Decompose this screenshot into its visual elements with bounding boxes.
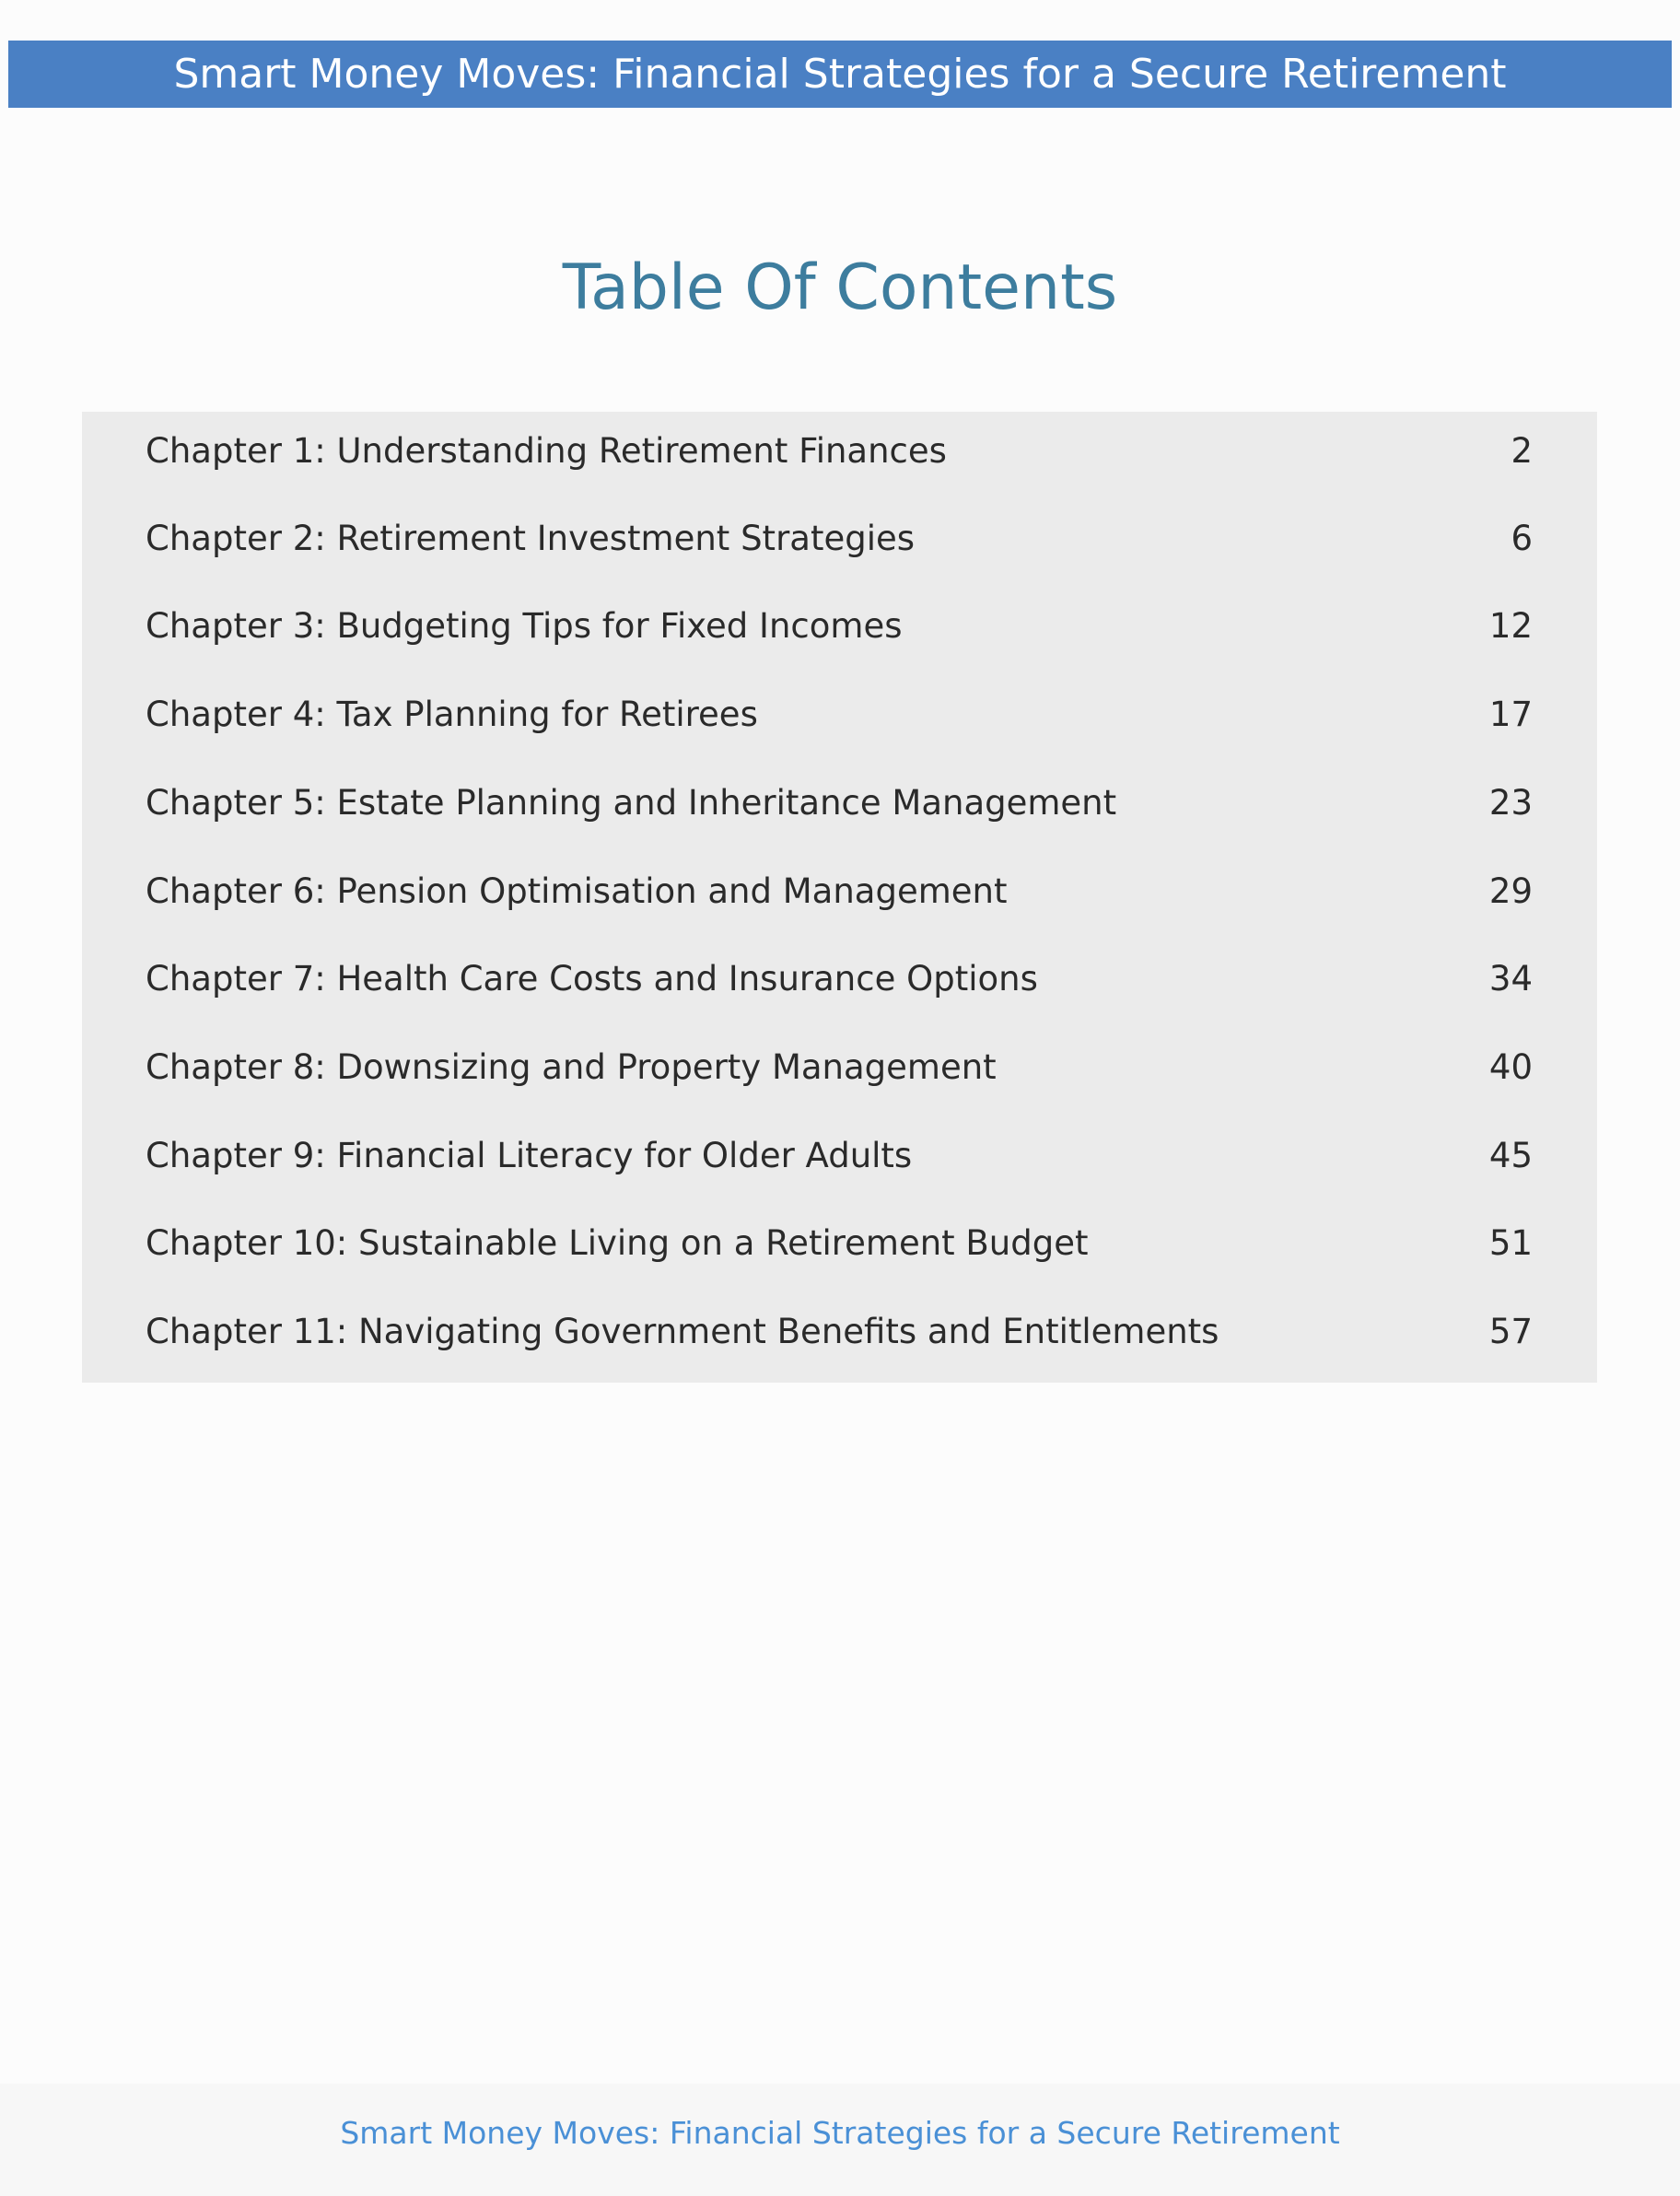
toc-entry-chapter-6[interactable] <box>146 863 1533 918</box>
toc-entry-chapter-11[interactable] <box>146 1303 1533 1359</box>
toc-entry-title: Chapter 2: Retirement Investment Strategies <box>146 518 916 558</box>
toc-entry-title: Chapter 6: Pension Optimisation and Management <box>146 870 1008 911</box>
toc-entry-page: 40 <box>1488 1046 1533 1087</box>
toc-list <box>82 412 1597 1383</box>
toc-entry-page: 29 <box>1488 870 1533 911</box>
toc-entry-page: 6 <box>1511 518 1533 558</box>
toc-entry-chapter-9[interactable] <box>146 1127 1533 1183</box>
toc-entry-page: 45 <box>1488 1135 1533 1175</box>
toc-entry-title: Chapter 8: Downsizing and Property Management <box>146 1046 997 1087</box>
toc-entry-title: Chapter 5: Estate Planning and Inheritance Management <box>146 782 1117 823</box>
toc-entry-page: 34 <box>1488 958 1533 999</box>
toc-entry-chapter-2[interactable] <box>146 510 1533 566</box>
toc-title: Table Of Contents <box>562 251 1118 324</box>
toc-entry-page: 2 <box>1511 430 1533 471</box>
toc-entry-chapter-4[interactable] <box>146 686 1533 742</box>
toc-entry-chapter-8[interactable] <box>146 1039 1533 1094</box>
toc-entry-page: 12 <box>1488 605 1533 646</box>
toc-entry-page: 23 <box>1488 782 1533 823</box>
toc-entry-title: Chapter 10: Sustainable Living on a Retirement Budget <box>146 1222 1089 1263</box>
toc-entry-chapter-10[interactable] <box>146 1215 1533 1270</box>
toc-entry-title: Chapter 4: Tax Planning for Retirees <box>146 694 758 734</box>
toc-entry-title: Chapter 3: Budgeting Tips for Fixed Incomes <box>146 605 903 646</box>
toc-entry-chapter-1[interactable] <box>146 423 1533 478</box>
toc-entry-page: 17 <box>1488 694 1533 734</box>
toc-entry-title: Chapter 9: Financial Literacy for Older Adults <box>146 1135 913 1175</box>
toc-entry-chapter-5[interactable] <box>146 775 1533 830</box>
page-header <box>8 41 1672 108</box>
footer-title: Smart Money Moves: Financial Strategies for a Secure Retirement <box>340 2115 1340 2151</box>
toc-entry-title: Chapter 1: Understanding Retirement Finances <box>146 430 947 471</box>
toc-entry-title: Chapter 7: Health Care Costs and Insurance Options <box>146 958 1038 999</box>
toc-entry-title: Chapter 11: Navigating Government Benefits and Entitlements <box>146 1311 1219 1351</box>
toc-entry-page: 57 <box>1488 1311 1533 1351</box>
toc-entry-chapter-3[interactable] <box>146 598 1533 653</box>
toc-entry-chapter-7[interactable] <box>146 951 1533 1006</box>
toc-entry-page: 51 <box>1488 1222 1533 1263</box>
header-title: Smart Money Moves: Financial Strategies for a Secure Retirement <box>173 51 1507 98</box>
page-footer <box>0 2084 1680 2196</box>
